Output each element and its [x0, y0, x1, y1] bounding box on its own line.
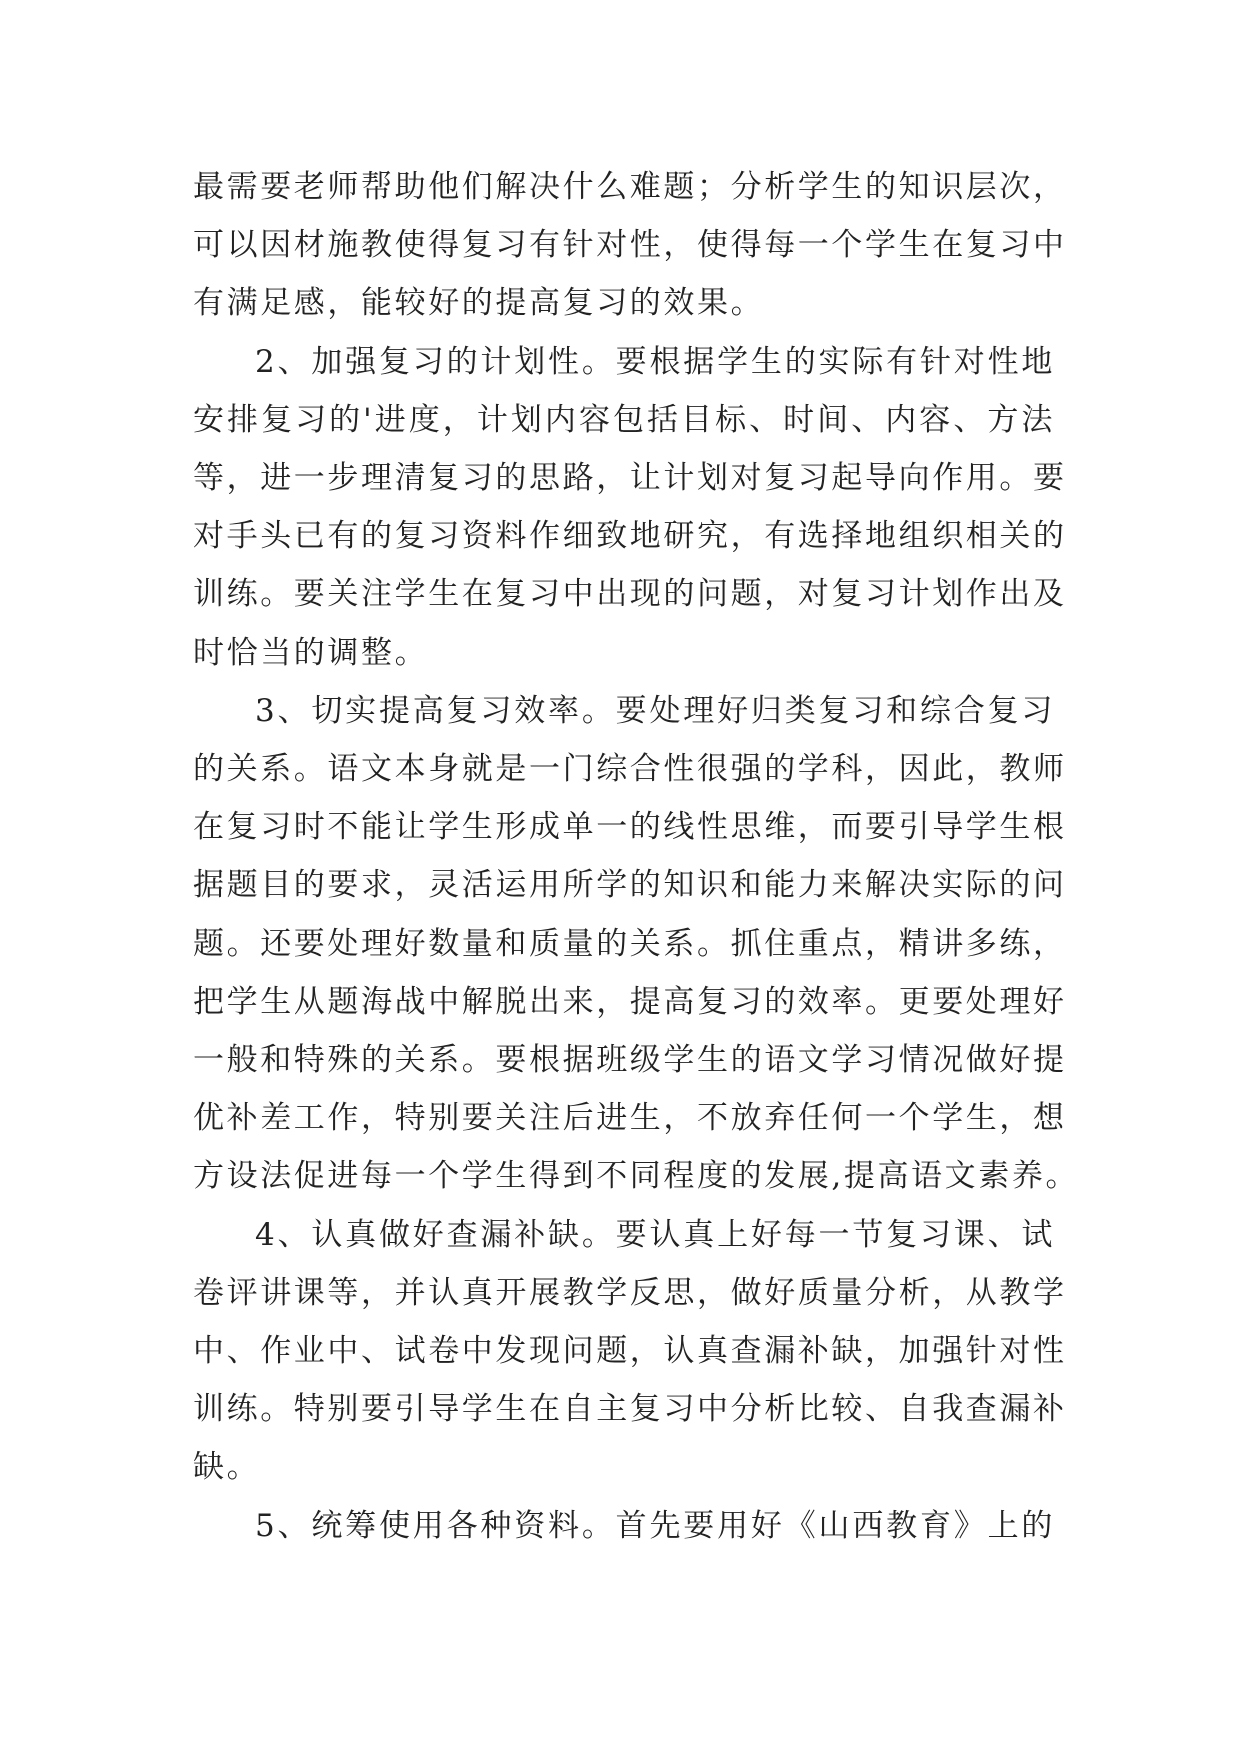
text-line: 方设法促进每一个学生得到不同程度的发展,提高语文素养。 [193, 1158, 1080, 1195]
paragraph-4 [193, 1206, 1067, 1497]
text-line: 时恰当的调整。 [193, 634, 429, 671]
text-line: 有满足感，能较好的提高复习的效果。 [193, 285, 765, 322]
text-line: 4、认真做好查漏补缺。要认真上好每一节复习课、试 [255, 1216, 1055, 1253]
text-line: 的关系。语文本身就是一门综合性很强的学科，因此，教师 [193, 751, 1067, 788]
document-body [193, 158, 1080, 1555]
text-line: 在复习时不能让学生形成单一的线性思维，而要引导学生根 [193, 809, 1067, 846]
text-line: 把学生从题海战中解脱出来，提高复习的效率。更要处理好 [193, 983, 1067, 1020]
text-line: 据题目的要求，灵活运用所学的知识和能力来解决实际的问 [193, 867, 1067, 904]
text-line: 5、统筹使用各种资料。首先要用好《山西教育》上的 [255, 1507, 1055, 1544]
text-line: 训练。要关注学生在复习中出现的问题，对复习计划作出及 [193, 576, 1067, 613]
text-line: 等，进一步理清复习的思路，让计划对复习起导向作用。要 [193, 460, 1067, 497]
paragraph-1 [193, 158, 1067, 333]
text-line: 对手头已有的复习资料作细致地研究，有选择地组织相关的 [193, 518, 1067, 555]
text-line: 3、切实提高复习效率。要处理好归类复习和综合复习 [255, 692, 1055, 729]
text-line: 中、作业中、试卷中发现问题，认真查漏补缺，加强针对性 [193, 1333, 1067, 1370]
paragraph-5 [193, 1497, 1055, 1555]
text-line: 一般和特殊的关系。要根据班级学生的语文学习情况做好提 [193, 1042, 1067, 1079]
paragraph-2 [193, 333, 1067, 682]
text-line: 2、加强复习的计划性。要根据学生的实际有针对性地 [255, 343, 1055, 380]
text-line: 可以因材施教使得复习有针对性，使得每一个学生在复习中 [193, 227, 1067, 264]
text-line: 卷评讲课等，并认真开展教学反思，做好质量分析，从教学 [193, 1274, 1067, 1311]
text-line: 优补差工作，特别要关注后进生，不放弃任何一个学生，想 [193, 1100, 1067, 1137]
text-line: 安排复习的'进度，计划内容包括目标、时间、内容、方法 [193, 401, 1055, 438]
text-line: 训练。特别要引导学生在自主复习中分析比较、自我查漏补 [193, 1391, 1067, 1428]
paragraph-3 [193, 682, 1080, 1206]
text-line: 缺。 [193, 1449, 261, 1486]
text-line: 最需要老师帮助他们解决什么难题；分析学生的知识层次， [193, 169, 1067, 205]
text-line: 题。还要处理好数量和质量的关系。抓住重点，精讲多练， [193, 925, 1067, 962]
